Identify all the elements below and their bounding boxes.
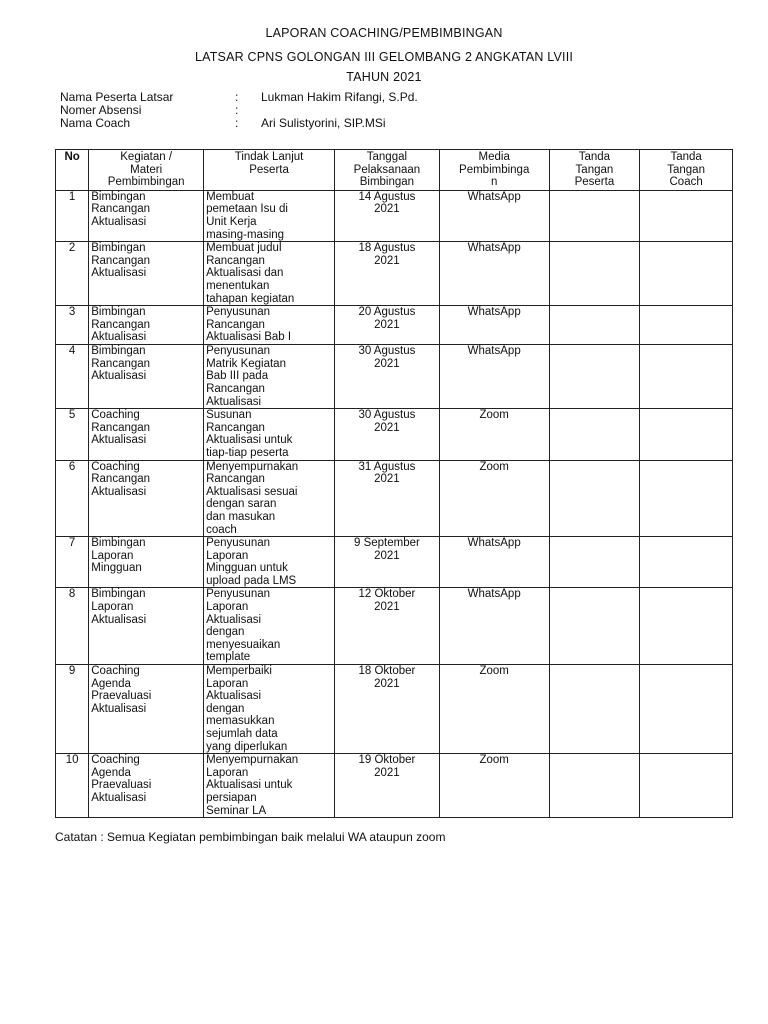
- cell-follow-up: Menyempurnakan Rancangan Aktualisasi sesuai dengan saran dan masukan coach: [204, 460, 335, 537]
- info-colon: :: [235, 116, 239, 130]
- cell-date: 31 Agustus 2021: [335, 460, 440, 537]
- report-year: TAHUN 2021: [346, 70, 422, 84]
- cell-no: 8: [56, 588, 89, 665]
- cell-date: 18 Agustus 2021: [335, 242, 440, 306]
- cell-no: 2: [56, 242, 89, 306]
- cell-media: WhatsApp: [439, 345, 549, 409]
- cell-media: Zoom: [439, 665, 549, 754]
- table-row: [56, 754, 733, 818]
- coaching-table: [55, 149, 733, 818]
- cell-follow-up: Penyusunan Matrik Kegiatan Bab III pada Rancangan Aktualisasi: [204, 345, 335, 409]
- cell-activity: Coaching Agenda Praevaluasi Aktualisasi: [89, 754, 204, 818]
- cell-media: Zoom: [439, 409, 549, 460]
- info-value: Lukman Hakim Rifangi, S.Pd.: [261, 90, 418, 104]
- column-header-activity: Kegiatan / Materi Pembimbingan: [89, 150, 204, 191]
- info-value: Ari Sulistyorini, SIP.MSi: [261, 116, 386, 130]
- info-colon: :: [235, 90, 239, 104]
- cell-participant-signature: [549, 190, 640, 241]
- cell-follow-up: Memperbaiki Laporan Aktualisasi dengan memasukkan sejumlah data yang diperlukan: [204, 665, 335, 754]
- cell-activity: Bimbingan Rancangan Aktualisasi: [89, 306, 204, 345]
- column-header-follow-up: Tindak Lanjut Peserta: [204, 150, 335, 191]
- cell-date: 30 Agustus 2021: [335, 409, 440, 460]
- cell-participant-signature: [549, 665, 640, 754]
- cell-follow-up: Penyusunan Laporan Aktualisasi dengan menyesuaikan template: [204, 588, 335, 665]
- cell-media: WhatsApp: [439, 588, 549, 665]
- footnote: Catatan : Semua Kegiatan pembimbingan baik melalui WA ataupun zoom: [55, 830, 446, 844]
- table-row: [56, 665, 733, 754]
- cell-no: 9: [56, 665, 89, 754]
- cell-activity: Coaching Agenda Praevaluasi Aktualisasi: [89, 665, 204, 754]
- table-header-row: [56, 150, 733, 191]
- cell-activity: Bimbingan Laporan Mingguan: [89, 537, 204, 588]
- cell-media: Zoom: [439, 754, 549, 818]
- cell-date: 19 Oktober 2021: [335, 754, 440, 818]
- cell-media: WhatsApp: [439, 242, 549, 306]
- table-row: [56, 306, 733, 345]
- table-row: [56, 537, 733, 588]
- column-header-media: Media Pembimbinga n: [439, 150, 549, 191]
- table-row: [56, 345, 733, 409]
- cell-coach-signature: [640, 306, 733, 345]
- cell-no: 6: [56, 460, 89, 537]
- column-header-date: Tanggal Pelaksanaan Bimbingan: [335, 150, 440, 191]
- cell-coach-signature: [640, 537, 733, 588]
- cell-media: WhatsApp: [439, 190, 549, 241]
- cell-media: WhatsApp: [439, 537, 549, 588]
- cell-activity: Bimbingan Rancangan Aktualisasi: [89, 345, 204, 409]
- cell-no: 1: [56, 190, 89, 241]
- column-header-participant-signature: Tanda Tangan Peserta: [549, 150, 640, 191]
- cell-participant-signature: [549, 306, 640, 345]
- cell-follow-up: Penyusunan Rancangan Aktualisasi Bab I: [204, 306, 335, 345]
- info-label: Nama Peserta Latsar: [60, 90, 174, 104]
- cell-date: 14 Agustus 2021: [335, 190, 440, 241]
- cell-coach-signature: [640, 242, 733, 306]
- cell-activity: Bimbingan Rancangan Aktualisasi: [89, 190, 204, 241]
- report-subtitle: LATSAR CPNS GOLONGAN III GELOMBANG 2 ANGKATAN LVIII: [194, 50, 574, 64]
- table-row: [56, 409, 733, 460]
- cell-follow-up: Membuat judul Rancangan Aktualisasi dan menentukan tahapan kegiatan: [204, 242, 335, 306]
- table-row: [56, 190, 733, 241]
- cell-coach-signature: [640, 460, 733, 537]
- cell-coach-signature: [640, 190, 733, 241]
- info-row-coach-name: [60, 117, 418, 130]
- cell-participant-signature: [549, 460, 640, 537]
- cell-date: 30 Agustus 2021: [335, 345, 440, 409]
- column-header-no: No: [56, 150, 89, 191]
- info-label: Nama Coach: [60, 116, 131, 130]
- cell-media: WhatsApp: [439, 306, 549, 345]
- cell-no: 7: [56, 537, 89, 588]
- cell-no: 3: [56, 306, 89, 345]
- table-row: [56, 242, 733, 306]
- cell-follow-up: Menyempurnakan Laporan Aktualisasi untuk persiapan Seminar LA: [204, 754, 335, 818]
- report-title: LAPORAN COACHING/PEMBIMBINGAN: [265, 26, 503, 40]
- cell-no: 4: [56, 345, 89, 409]
- cell-follow-up: Susunan Rancangan Aktualisasi untuk tiap-tiap peserta: [204, 409, 335, 460]
- info-colon: :: [235, 103, 239, 117]
- cell-coach-signature: [640, 754, 733, 818]
- cell-activity: Coaching Rancangan Aktualisasi: [89, 460, 204, 537]
- cell-activity: Bimbingan Laporan Aktualisasi: [89, 588, 204, 665]
- cell-no: 10: [56, 754, 89, 818]
- cell-coach-signature: [640, 409, 733, 460]
- cell-participant-signature: [549, 588, 640, 665]
- cell-participant-signature: [549, 242, 640, 306]
- column-header-coach-signature: Tanda Tangan Coach: [640, 150, 733, 191]
- cell-coach-signature: [640, 345, 733, 409]
- info-label: Nomer Absensi: [60, 103, 142, 117]
- cell-no: 5: [56, 409, 89, 460]
- table-row: [56, 460, 733, 537]
- cell-follow-up: Penyusunan Laporan Mingguan untuk upload pada LMS: [204, 537, 335, 588]
- cell-participant-signature: [549, 754, 640, 818]
- cell-coach-signature: [640, 588, 733, 665]
- cell-participant-signature: [549, 345, 640, 409]
- cell-participant-signature: [549, 537, 640, 588]
- cell-participant-signature: [549, 409, 640, 460]
- cell-date: 9 September 2021: [335, 537, 440, 588]
- cell-media: Zoom: [439, 460, 549, 537]
- cell-activity: Coaching Rancangan Aktualisasi: [89, 409, 204, 460]
- cell-date: 20 Agustus 2021: [335, 306, 440, 345]
- cell-follow-up: Membuat pemetaan Isu di Unit Kerja masing-masing: [204, 190, 335, 241]
- cell-activity: Bimbingan Rancangan Aktualisasi: [89, 242, 204, 306]
- participant-info: [60, 91, 418, 130]
- table-row: [56, 588, 733, 665]
- cell-date: 12 Oktober 2021: [335, 588, 440, 665]
- cell-date: 18 Oktober 2021: [335, 665, 440, 754]
- cell-coach-signature: [640, 665, 733, 754]
